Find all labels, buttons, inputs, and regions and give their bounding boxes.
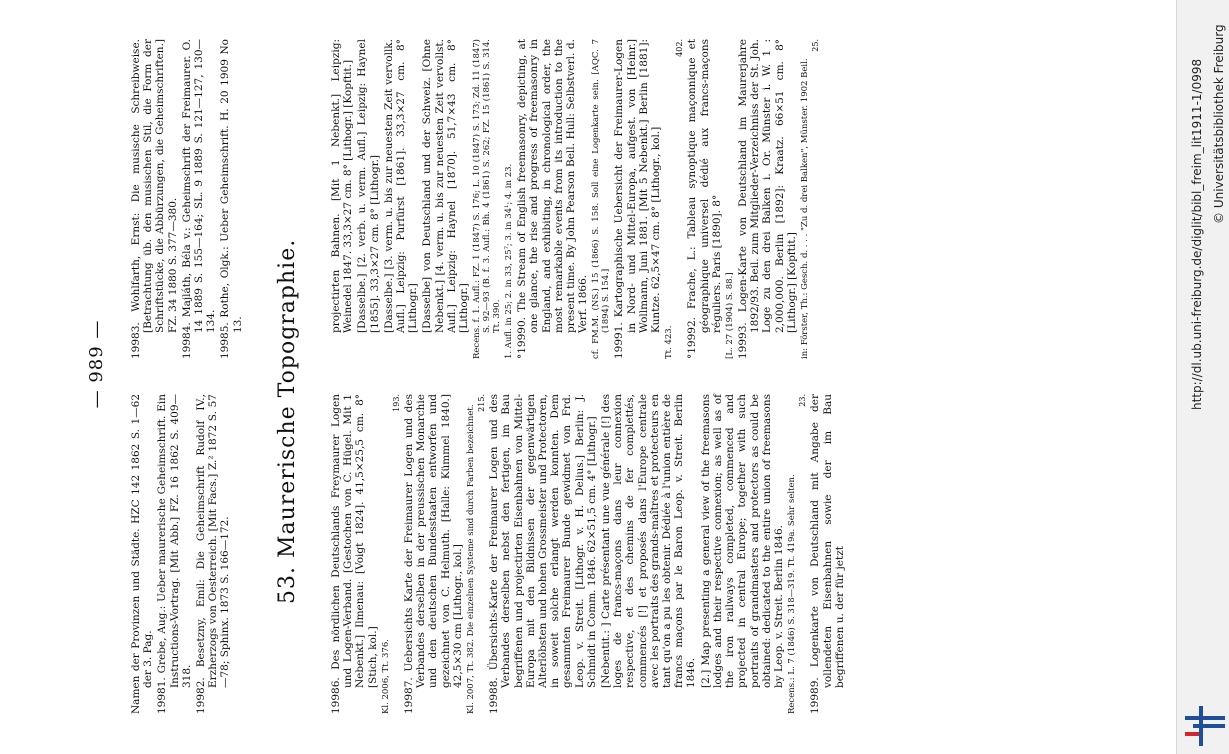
entry-number: °19990. (516, 311, 529, 359)
entry-text: Frache, L.: Tableau synoptique maçonnique et géographique universel dédié aux francs-maçons réguliers. Paris [1890]. 8° (686, 38, 723, 333)
section-heading: 53. Maurerische Topographie. (275, 238, 300, 604)
entry-number: °19992. (686, 309, 699, 359)
bibliography-entry (591, 39, 611, 359)
entry-text: Kl. 2007, Tt. 382. Die einzelnen Systeme sind durch Farben bezeichnet. (466, 404, 477, 714)
bibliography-entry (466, 394, 476, 714)
entry-ref-number: 215. (477, 394, 487, 412)
logo-stem (1199, 706, 1203, 746)
top-column-1 (130, 394, 234, 714)
entry-ref-number: 25. (811, 39, 821, 52)
logo-bar-blue-2 (1193, 724, 1225, 728)
bibliography-entry (737, 39, 798, 359)
entry-ref-number: 402. (675, 39, 685, 57)
entry-text: projectirten Bahnen. [Mit 1 Nebenkt.] Leipzig: Weinedel 1847. 33,3×27 cm. 8° [Lithogr.] [Kopftit.] (330, 39, 355, 333)
bibliography-entry (130, 394, 154, 714)
entry-text: Übersichts-Karte der Freimaurer Logen und des Verbandes derselben nebst den fertigen, im Bau begriffenen und projectirten Eisenbahnen von Mittel-Europa mit den Bildnissen der gegenwärtigen Alterlöbsten und hohen Grossmeister und Protectoren, in soweit solche erlangt werden konnten. Dem gesammten Freimaurer Bunde gewidmet von Frd. Leop. v. Streit. [Lithogr. v. H. Delius.] Berlin: J. Schmidt in Comm. 1846. 62×51,5 cm. 4° [Lithogr.] (488, 394, 598, 688)
entry-text: Kartographische Uebersicht der Freimaurer-Logen in Nord- und Mittel-Europa, aufgest. von [Heinr.] Wollmann, Juni 1881. [Mit 5 Nebenkt.] Berlin [1881]: Kuntze. 62,5×47 cm. 8° [Lithogr., kol.] (613, 39, 663, 333)
bibliography-entry (472, 39, 502, 359)
bibliography-entry (381, 394, 391, 714)
entry-text: Logenkarte von Deutschland mit Angabe der vollendeten Eisenbahnen sowie der im Bau begriffenen u. der für jetzt (809, 394, 846, 688)
bibliography-entry (600, 394, 698, 714)
bibliography-entry (195, 394, 232, 714)
entry-text: Logen-Karte von Deutschland im Maurerjahre 1892/93. Beil. zum Mitglieder-Verzeichniss der St. Joh. Loge zu den drei Balken i. Or. Münster i. W. 1 : 2,000,000. Berlin [1892]: Kraatz. 66×51 cm. 8° [Lithogr.] [Kopftit.] (737, 39, 798, 333)
entry-text: Uebersichts Karte der Freimaurer Logen und des Verbandes derselben in der preussischen Monarchie und den deutschen Bundesstaaten entworfen und gezeichnet von C. Helmuth. [Halle: Kümmel 1840.] 42,5×30 cm [Lithogr., kol.] (403, 394, 464, 688)
bibliography-entry (664, 39, 674, 359)
bibliography-entry (725, 39, 735, 359)
entry-text: [Dasselbe.] [3. verm. u. bis zur neuesten Zeit vervollk. Aufl.] Leipzig: Purfürst [1861]. 33,3×27 cm. 8° [Lithogr.] (382, 39, 420, 333)
entry-ref-number: 193. (391, 394, 401, 412)
bibliography-entry (383, 39, 420, 359)
bibliography-entry (613, 39, 662, 359)
entry-text: Majláth, Béla v.: Geheimschrift der Freimaurer. O. 14 1889 S. 155—164; SL. 9 1889 S. 121—127, 130—134. (180, 38, 218, 333)
entry-number: 19988. (488, 670, 501, 714)
bibliography-entry (330, 39, 354, 359)
bibliography-entry (181, 39, 218, 359)
entry-text: Recens.: L. 7 (1846) S. 318—319. Tt. 419a. Sehr selten. (787, 474, 798, 714)
entry-number: 19984. (180, 317, 193, 359)
entry-text: Kl. 2006, Tt. 376. (380, 639, 391, 714)
entry-text: [Nebentit.: ] Carte présentant une vue générale [!] des loges de francs-maçons dans leur connexion respective, et des chemins de fer complettés, commencés [!] et proposés dans l'Europe centrale avec les portraits des grands-maîtres et protecteurs en tant qu'on a pu les obtenir. Dédiée à l'union entière de francs maçons par le Baron Leop. v. Streit. Berlin 1846. (600, 394, 698, 688)
top-column-2 (130, 39, 246, 359)
bibliography-entry (356, 39, 380, 359)
logo-bar-blue-1 (1185, 716, 1225, 720)
entry-text: Grebe, Aug.: Ueber maurerische Geheimschrift. Ein Instructions-Vortrag. [Mit Abb.] FZ. 16 1862 S. 409—318. (156, 394, 193, 688)
entry-text: [Dasselbe] von Deutschland und der Schweiz. [Ohne Nebenkt.] [4. verm. u. bis zur neuesten Zeit vervollst. Aufl.] Leipzig: Haynel [1870]. 51,7×43 cm. 8° [Lithogr.] (421, 39, 471, 333)
bibliography-entry (403, 394, 464, 714)
entry-ref-number: 23. (798, 394, 808, 407)
entry-text: [2.] Map presenting a general view of the freemasons lodges and their respective connexion; as well as of the iron railways completed, commenced and projected in central Europe; together with such portraits of grandmasters and protectors as could be obtained: dedicated to the entire union of freemasons by Leop. v. Streit. Berlin 1846. (699, 394, 785, 688)
bibliography-entry (700, 394, 785, 714)
entry-text: Wohlfarth, Ernst: Die musische Schreibweise. [Betrachtung üb. den musischen Stil, die Form der Schriftstücke, die Abbürzungen, die Geheimschriften.] FZ. 34 1880 S. 377—380. (130, 39, 179, 333)
entry-text: Des nördlichen Deutschlands Freymaurer Logen und Logen-Verband. [Gestochen von C. Hügel. Mit 1 Nebenkt.] Ilmenau: [Voigt 1824]. 41,5×25,5 cm. 8° [Stich, kol.] (330, 393, 379, 688)
entry-number: 19991. (613, 317, 626, 359)
entry-text: The Stream of English freemasonry, depicting, at one glance, the rise and progress of freemasonry in England, and exhibiting, in chronological order, the most remarkable events from its introduction to the present time. By John Pearson Bell. Hull: Selbstverl. d. Verf. 1866. (516, 39, 590, 333)
source-url[interactable]: http://dl.ub.uni-freiburg.de/diglit/bibl_freim_lit1911-1/0998 (1190, 58, 1204, 410)
bibliography-entry (156, 394, 193, 714)
bibliography-entry (516, 39, 589, 359)
entry-text: Recens. f. 1. Aufl.: FZ. 1 (1847) S. 176; L. 10 (1847) S. 173; Zd. 11 (1847) S. 92—93 (B. f. 3. Aufl.: Bh. 4 (1861) S. 262; FZ. 15 (1861) S. 314. Tt. 390. (472, 39, 503, 359)
bibliography-entry (421, 39, 470, 359)
entry-text: Rothe, Olgk.: Ueber Geheimschrift. H. 20 1909 No 13. (219, 38, 244, 333)
entry-number: 19983. (130, 311, 142, 359)
entry-number: 19982. (195, 667, 208, 714)
bibliography-entry (800, 39, 810, 359)
entry-number: 19987. (403, 671, 416, 714)
library-logo-icon (1185, 706, 1225, 746)
entry-text: [L. 27 (1904) S. 88.] (725, 272, 736, 359)
entry-text: cf. FM.M. (NS.) 15 (1866) S. 158. Soll eine Logenkarte sein. [AQC. 7 (1894) S. 154.] (591, 39, 612, 359)
bibliography-entry (330, 394, 379, 714)
lower-column-1 (330, 394, 848, 714)
bibliography-entry (219, 39, 243, 359)
bibliography-entry (809, 394, 846, 714)
entry-number: 19989. (809, 667, 822, 714)
lower-column-2 (330, 39, 822, 359)
copyright-notice: © Universitätsbibliothek Freiburg (1212, 24, 1226, 224)
entry-text: Besetzny, Emil: Die Geheimschrift Rudolf IV., Erzherzogs von Oesterreich. [Mit Facs.] Z.² 1872 S. 57—78; Sphinx. 1873 S. 166—172. (195, 394, 232, 688)
entry-number: 19986. (330, 669, 342, 714)
entry-number: 19993. (737, 312, 750, 359)
entry-text: 1. Aufl. in 25; 2. in 33, 25⁷; 3. in 34¹; 4. in 23. (504, 163, 515, 359)
entry-number: 19981. (156, 673, 169, 714)
bibliography-entry (686, 39, 723, 359)
bibliography-entry (787, 394, 797, 714)
entry-text: [Dasselbe.] [2. verb. u. verm. Aufl.] Leipzig: Haynel [1855]. 33,3×27 cm. 8° [Lithogr.] (356, 39, 381, 333)
bibliography-entry (504, 39, 514, 359)
entry-text: Tt. 423. (664, 325, 675, 359)
bibliography-entry (488, 394, 598, 714)
page-number: — 989 — (86, 319, 107, 409)
entry-text: Namen der Provinzen und Städte. HZC 142 1862 S. 1—62 der 3. Pag. (130, 394, 155, 714)
entry-number: 19985. (219, 317, 232, 359)
entry-text: in: Förster, Th.: Gesch. d. . . . "Zu d. drei Balken", Münster. 1902 Beil. (800, 58, 811, 359)
bibliography-entry (130, 39, 179, 359)
